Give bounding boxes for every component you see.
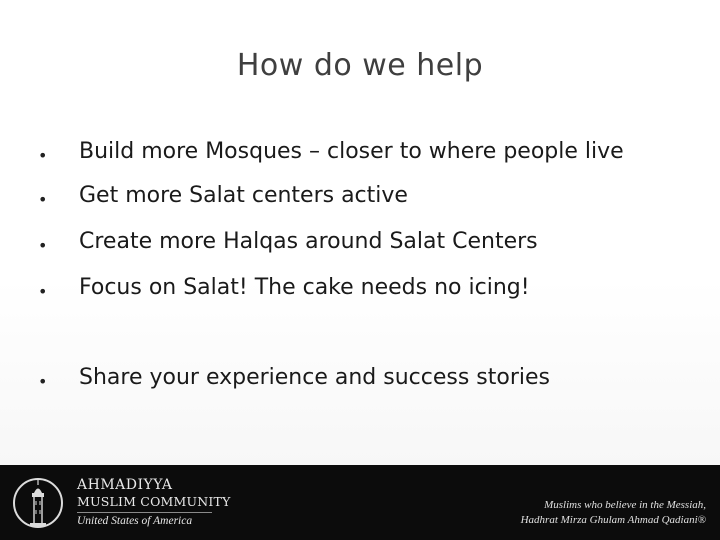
bullet-item xyxy=(0,139,720,171)
bullet-text: Focus on Salat! The cake needs no icing! xyxy=(79,275,530,300)
bullet-text: Get more Salat centers active xyxy=(79,183,408,208)
slide-title: How do we help xyxy=(236,48,484,83)
bullet-item xyxy=(0,229,720,261)
bullet-item xyxy=(0,183,720,215)
bullet-text: Build more Mosques – closer to where people live xyxy=(79,139,624,164)
divider xyxy=(77,512,212,513)
bullet-marker: • xyxy=(38,190,48,209)
org-name-line1: AHMADIYYA xyxy=(77,477,173,493)
org-region: United States of America xyxy=(77,515,193,527)
bullet-marker: • xyxy=(38,372,48,391)
footer-banner xyxy=(0,465,720,540)
bullet-marker: • xyxy=(38,146,48,165)
org-name-line2: MUSLIM COMMUNITY xyxy=(77,494,231,509)
minaret-logo-icon xyxy=(12,474,64,532)
bullet-marker: • xyxy=(38,282,48,301)
bullet-marker: • xyxy=(38,236,48,255)
tagline-line2: Hadhrat Mirza Ghulam Ahmad Qadiani® xyxy=(520,514,706,526)
bullet-item xyxy=(0,275,720,307)
bullet-text: Create more Halqas around Salat Centers xyxy=(79,229,538,254)
bullet-item xyxy=(0,365,720,397)
tagline-line1: Muslims who believe in the Messiah, xyxy=(544,499,706,511)
bullet-text: Share your experience and success stories xyxy=(79,365,551,390)
